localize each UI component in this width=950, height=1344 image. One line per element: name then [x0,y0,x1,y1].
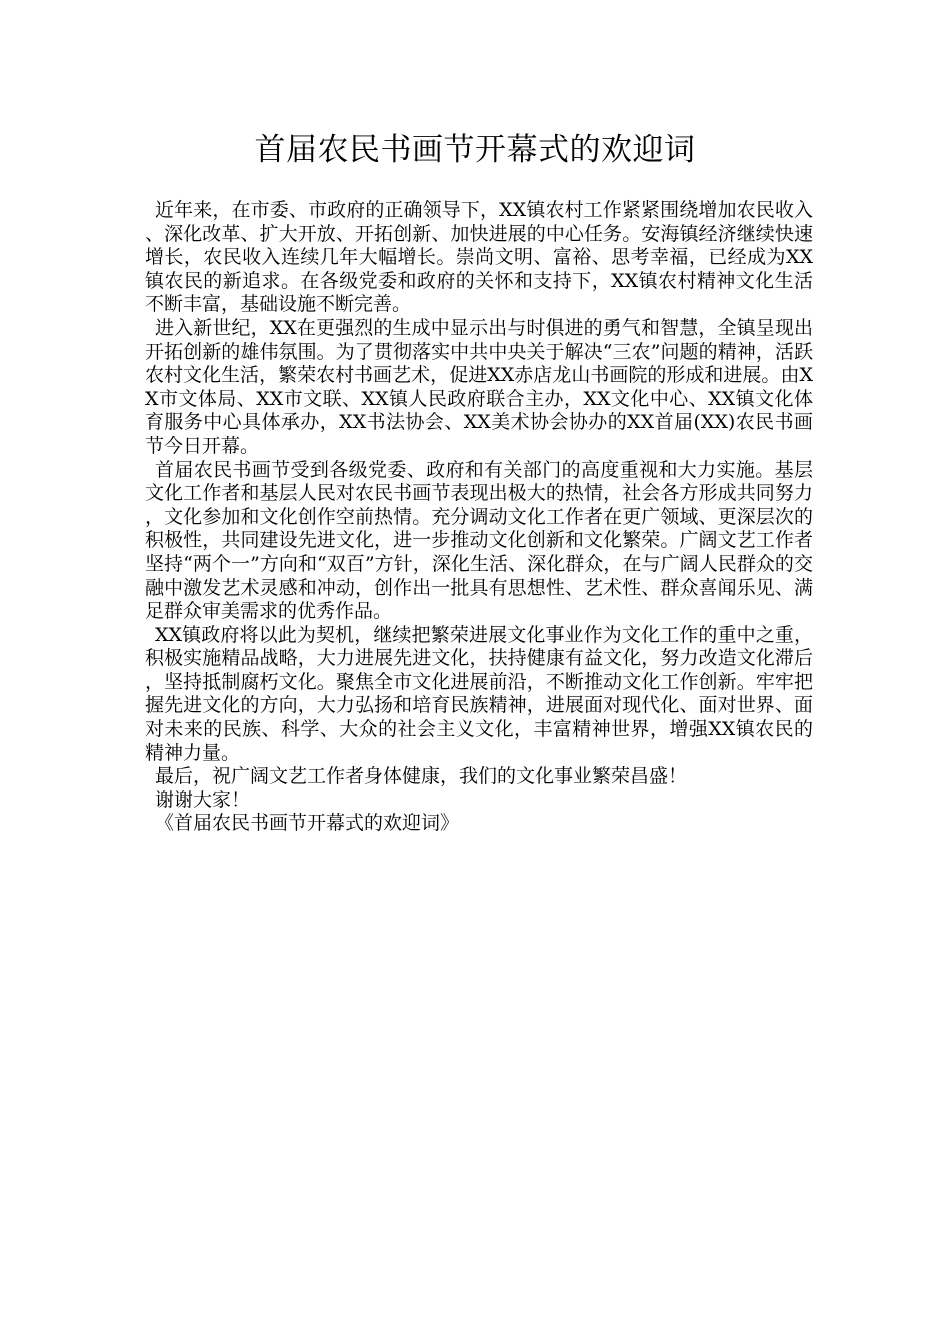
paragraph-3: 首届农民书画节受到各级党委、政府和有关部门的高度重视和大力实施。基层文化工作者和基层人民对农民书画节表现出极大的热情，社会各方形成共同努力，文化参加和文化创作空前热情。充分调动文化工作者在更广领域、更深层次的积极性，共同建设先进文化，进一步推动文化创新和文化繁荣。广阔文艺工作者坚持“两个一”方向和“双百”方针，深化生活、深化群众，在与广阔人民群众的交融中激发艺术灵感和冲动，创作出一批具有思想性、艺术性、群众喜闻乐见、满足群众审美需求的优秀作品。 [145,458,813,623]
closing-wish: 最后，祝广阔文艺工作者身体健康，我们的文化事业繁荣昌盛！ [155,765,688,788]
thanks-line: 谢谢大家！ [155,788,251,811]
paragraph-2: 进入新世纪，XX在更强烈的生成中显示出与时俱进的勇气和智慧，全镇呈现出开拓创新的雄伟氛围。为了贯彻落实中共中央关于解决“三农”问题的精神，活跃农村文化生活，繁荣农村书画艺术，促进XX赤店龙山书画院的形成和进展。由XX市文体局、XX市文联、XX镇人民政府联合主办，XX文化中心、XX镇文化体育服务中心具体承办，XX书法协会、XX美术协会协办的XX首届(XX)农民书画节今日开幕。 [145,316,813,457]
paragraph-4: XX镇政府将以此为契机，继续把繁荣进展文化事业作为文化工作的重中之重，积极实施精品战略，大力进展先进文化，扶持健康有益文化，努力改造文化滞后，坚持抵制腐朽文化。聚焦全市文化进展前沿，不断推动文化工作创新。牢牢把握先进文化的方向，大力弘扬和培育民族精神，进展面对现代化、面对世界、面对未来的民族、科学、大众的社会主义文化，丰富精神世界，增强XX镇农民的精神力量。 [145,623,813,764]
paragraph-1: 近年来，在市委、市政府的正确领导下，XX镇农村工作紧紧围绕增加农民收入、深化改革、扩大开放、开拓创新、加快进展的中心任务。安海镇经济继续快速增长，农民收入连续几年大幅增长。崇尚文明、富裕、思考幸福，已经成为XX镇农民的新追求。在各级党委和政府的关怀和支持下，XX镇农村精神文化生活不断丰富，基础设施不断完善。 [145,199,813,316]
document-title: 首届农民书画节开幕式的欢迎词 [254,132,696,168]
document-body [145,199,813,836]
document-title-footer: 《首届农民书画节开幕式的欢迎词》 [155,812,460,835]
